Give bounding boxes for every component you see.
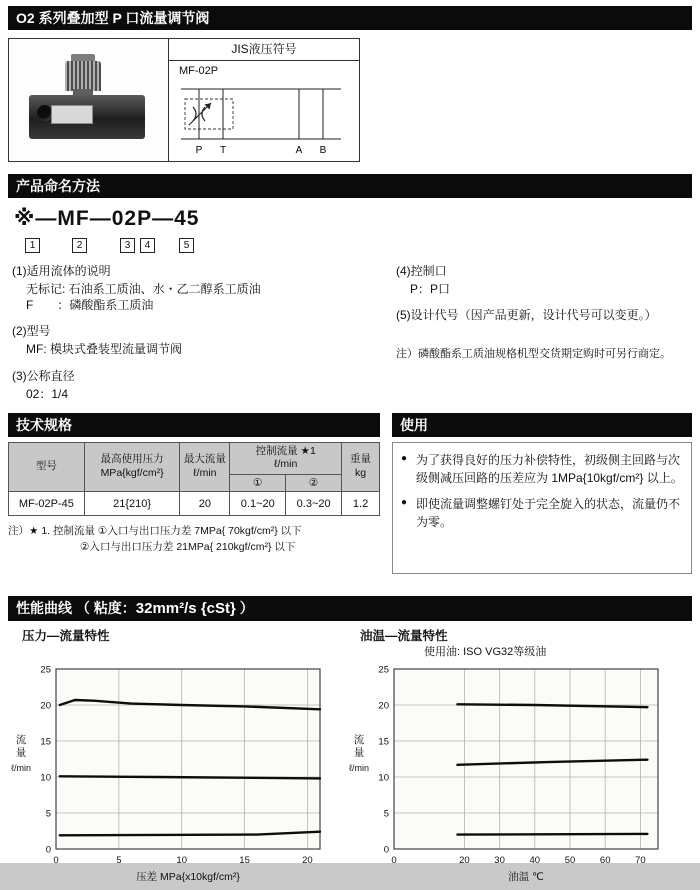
usage-bullet-2: ● 即使流量调整螺钉处于完全旋入的状态，流量仍不为零。: [401, 495, 683, 531]
port-label-p: P: [195, 145, 203, 156]
digit-box-2: 2: [72, 238, 87, 253]
exp-item-diameter-title: (3)公称直径: [12, 368, 75, 383]
svg-text:5: 5: [116, 854, 122, 866]
svg-text:15: 15: [378, 736, 389, 748]
valve-nameplate-shape: [51, 105, 93, 124]
svg-text:10: 10: [176, 854, 188, 866]
model-code-block: [14, 206, 692, 258]
exp-item-type-line-1: MF: 模块式叠装型流量调节阀: [26, 342, 182, 357]
svg-text:30: 30: [494, 854, 505, 866]
section-header-specs: 技术规格: [8, 413, 380, 437]
svg-text:15: 15: [40, 736, 51, 748]
overview-box: [8, 38, 360, 162]
exp-item-diameter: [12, 367, 386, 402]
spec-table: [8, 442, 380, 516]
svg-text:0: 0: [53, 854, 59, 866]
naming-explanation-left: [8, 262, 386, 411]
cell-max-flow: 20: [180, 492, 230, 516]
exp-item-diameter-line-1: 02：1/4: [26, 386, 69, 401]
usage-pane: [392, 442, 692, 590]
cell-max-pressure: 21{210}: [84, 492, 180, 516]
col-header-control-flow-line2: ℓ/min: [274, 458, 298, 471]
pressure-flow-chart-block: [8, 626, 346, 890]
svg-text:20: 20: [459, 854, 470, 866]
svg-text:0: 0: [383, 844, 389, 856]
pressure-flow-chart-subtitle-spacer: [86, 643, 346, 659]
svg-text:40: 40: [529, 854, 541, 866]
col-header-control-sub1: ①: [230, 475, 286, 492]
col-header-control-sub2: ②: [286, 475, 342, 492]
spec-usage-content: [8, 442, 692, 590]
col-header-max-pressure-line2: MPa{kgf/cm²}: [100, 466, 164, 479]
svg-text:20: 20: [40, 700, 51, 712]
svg-text:压差 MPa{x10kgf/cm²}: 压差 MPa{x10kgf/cm²}: [136, 870, 240, 883]
svg-text:50: 50: [564, 854, 576, 866]
exp-item-fluid-line-1: 无标记: 石油系工质油、水・乙二醇系工质油: [26, 282, 261, 296]
digit-box-1: 1: [25, 238, 40, 253]
curves-header-viscosity: 32mm²/s {cSt}: [135, 599, 236, 617]
pressure-flow-chart: [8, 659, 332, 885]
spec-pane: [8, 442, 380, 590]
digit-box-5: 5: [179, 238, 194, 253]
col-header-max-flow-line2: ℓ/min: [193, 466, 217, 479]
svg-text:0: 0: [45, 844, 51, 856]
digit-box-4: 4: [140, 238, 155, 253]
naming-explanation: [8, 262, 692, 411]
port-label-t: T: [219, 145, 227, 156]
cell-model: MF-02P-45: [9, 492, 85, 516]
symbol-model-label: MF-02P: [179, 65, 219, 77]
cell-control-flow-1: 0.1~20: [230, 492, 286, 516]
svg-text:25: 25: [378, 664, 389, 676]
section-header-usage: 使用: [392, 413, 692, 437]
section-header-naming: 产品命名方法: [8, 174, 692, 198]
cell-weight: 1.2: [342, 492, 380, 516]
curves-header-label: 性能曲线 （ 粘度：: [16, 599, 136, 616]
product-photo: [9, 39, 169, 161]
port-label-a: A: [295, 145, 303, 156]
symbol-body: [169, 61, 359, 172]
col-header-max-flow-line1: 最大流量: [183, 453, 226, 466]
svg-text:10: 10: [40, 772, 51, 784]
exp-item-fluid: [12, 262, 386, 313]
exp-item-control-port: [396, 262, 692, 297]
spec-usage-headers: [8, 413, 692, 437]
symbol-cell: [169, 39, 359, 161]
svg-text:5: 5: [45, 808, 51, 820]
svg-text:流: 流: [353, 733, 365, 746]
col-header-max-pressure: [84, 442, 180, 491]
svg-text:70: 70: [635, 854, 646, 866]
spec-header-row-1: [9, 442, 380, 474]
svg-text:量: 量: [353, 746, 365, 759]
digit-box-3: 3: [120, 238, 135, 253]
naming-explanation-right: [386, 262, 692, 411]
model-code: ※—MF—02P—45: [14, 207, 200, 230]
port-label-b: B: [319, 145, 327, 156]
jis-symbol-diagram: [173, 77, 349, 165]
oil-temp-flow-chart-block: [346, 626, 684, 890]
usage-notes: [392, 442, 692, 574]
page-title: O2 系列叠加型 P 口流量调节阀: [8, 6, 692, 30]
svg-text:20: 20: [378, 700, 389, 712]
symbol-header: JIS液压符号: [169, 39, 359, 61]
cell-control-flow-2: 0.3~20: [286, 492, 342, 516]
col-header-model: [9, 442, 85, 491]
col-header-control-flow-line1: 控制流量 ★1: [255, 444, 316, 457]
spec-footnotes: [8, 524, 380, 556]
svg-text:ℓ/min: ℓ/min: [349, 762, 369, 773]
oil-temp-flow-chart-title: 油温—流量特性: [360, 628, 448, 643]
exp-item-control-port-line-1: P：P口: [410, 282, 451, 296]
curves-header-close: ）: [235, 599, 254, 616]
spec-data-row: [9, 492, 380, 516]
exp-item-design-code: [396, 306, 692, 323]
svg-text:0: 0: [391, 854, 397, 866]
exp-item-fluid-title: (1)适用流体的说明: [12, 264, 111, 278]
svg-text:油温 ℃: 油温 ℃: [508, 870, 544, 883]
svg-text:10: 10: [378, 772, 389, 784]
exp-item-type-title: (2)型号: [12, 324, 51, 339]
exp-item-design-code-title: (5)设计代号（因产品更新，设计代号可以变更。）: [396, 308, 657, 323]
pressure-flow-chart-title: 压力—流量特性: [22, 628, 110, 643]
exp-item-control-port-title: (4)控制口: [396, 264, 447, 278]
col-header-max-flow: [180, 442, 230, 491]
oil-temp-flow-chart: [346, 659, 670, 885]
col-header-weight-line1: 重量: [350, 453, 372, 466]
col-header-weight: [342, 442, 380, 491]
oil-temp-flow-chart-subtitle: 使用油: ISO VG32等级油: [424, 645, 547, 658]
exp-item-type: [12, 322, 386, 357]
col-header-max-pressure-line1: 最高使用压力: [100, 453, 164, 466]
svg-text:5: 5: [383, 808, 389, 820]
spec-footnote-1: 注）★ 1. 控制流量 ①入口与出口压力差 7MPa{ 70kgf/cm²} 以下: [8, 525, 302, 538]
col-header-control-flow: [230, 442, 342, 474]
svg-text:ℓ/min: ℓ/min: [11, 762, 31, 773]
valve-knob-shape: [65, 61, 101, 91]
svg-text:60: 60: [599, 854, 611, 866]
svg-text:量: 量: [15, 746, 27, 759]
svg-text:流: 流: [15, 733, 27, 746]
exp-item-fluid-line-2: F ：磷酸酯系工质油: [26, 298, 154, 313]
usage-bullet-1: ● 为了获得良好的压力补偿特性，初级侧主回路与次级侧减压回路的压差应为 1MPa{10kgf/cm²} 以上。: [401, 451, 683, 487]
phosphate-ester-note: 注）磷酸酯系工质油规格机型交货期定购时可另行商定。: [396, 348, 671, 361]
svg-text:15: 15: [239, 854, 250, 866]
spec-footnote-2: ②入口与出口压力差 21MPa{ 210kgf/cm²} 以下: [80, 540, 296, 553]
svg-text:20: 20: [302, 854, 313, 866]
performance-charts: [8, 626, 692, 890]
col-header-weight-line2: kg: [354, 466, 367, 479]
svg-text:25: 25: [40, 664, 51, 676]
section-header-curves: [8, 596, 692, 621]
col-header-model-label: 型号: [35, 460, 57, 473]
